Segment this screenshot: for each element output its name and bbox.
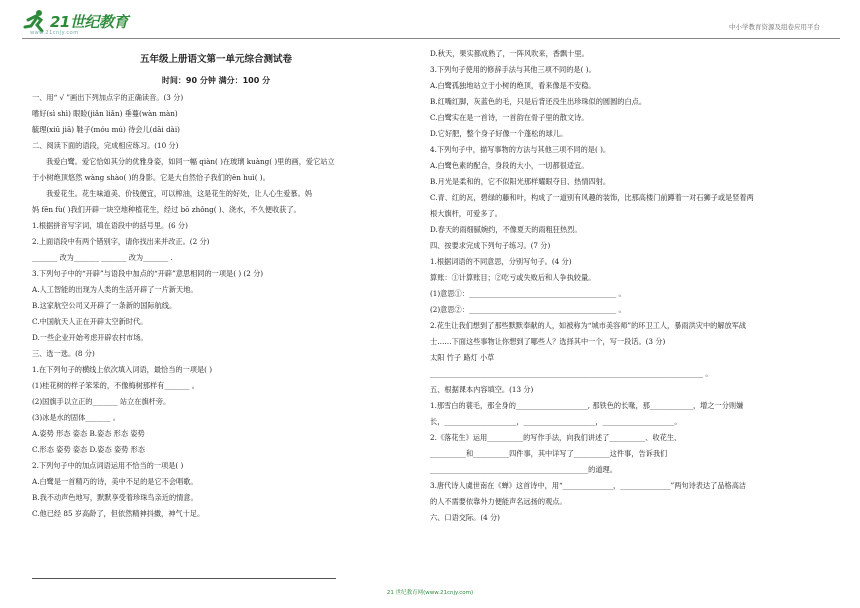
answer-line: _______ 改为_______ _______ 改为_______ . xyxy=(32,253,173,262)
section-heading: 四、按要求完成下列句子练习。(7 分) xyxy=(430,241,551,250)
page-bottom-divider xyxy=(32,578,336,579)
option-line: C.青、红的瓦，碧绿的藤和叶，构成了一道别有风趣的装饰，比那高楼门前蹲着一对石狮子或是竖着两 xyxy=(430,193,754,202)
option-line: B.这家航空公司又开辟了一条新的国际航线。 xyxy=(32,301,177,310)
question-line: 1.那雪白的蓑毛，那全身的____________________, 那铁色的长喙，那____________，增之一分则嫌 xyxy=(430,401,744,410)
option-line: C.他已经 85 岁高龄了，但依然精神抖擞，神气十足。 xyxy=(32,509,205,518)
question-line: (1)桂花树的样子笨笨的，不像梅树那样有_______ 。 xyxy=(32,381,199,390)
section-heading: 六、口语交际。(4 分) xyxy=(430,513,500,522)
question-line: __________和__________四件事，其中详写了__________这件事，告诉我们 xyxy=(430,449,668,458)
question-line: 嗜好(sì shì) 眼睑(jiǎn liǎn) 垂蔓(wàn màn) xyxy=(32,109,178,118)
question-line: 2.《落花生》运用__________的写作手法，向我们讲述了__________、收花生、 xyxy=(430,433,682,442)
question-line: 4.下列句子中，描写事物的方法与其他三项不同的是( )。 xyxy=(430,145,611,154)
question-line: 的人不需要依靠外力便能声名远扬的观点。 xyxy=(430,497,567,506)
page-title: 五年级上册语文第一单元综合测试卷 xyxy=(139,54,292,65)
option-line: A.白鹭是一首精巧的诗，美中不足的是它不会唱歌。 xyxy=(32,477,198,486)
option-line: 根大旗杆，可爱多了。 xyxy=(430,209,502,218)
option-line: B.月光是柔和的，它不似阳光那样耀眼夺目、热情四射。 xyxy=(430,177,611,186)
question-line: 3.下列句子使用的修辞手法与其他三项不同的是( )。 xyxy=(430,65,596,74)
word-choices: 太阳 竹子 路灯 小草 xyxy=(430,353,495,362)
passage-line: 我爱花生。花生味道美、价钱便宜，可以榨油，这是花生的好处，让人心生爱慕。妈 xyxy=(46,189,312,198)
question-line: 3.下列句子中的“开辟”与语段中加点的“开辟”意思相同的一项是( ) (2 分) xyxy=(32,269,264,278)
option-line: C.白鹭实在是一首诗，一首韵在骨子里的散文诗。 xyxy=(430,113,589,122)
section-heading: 三、选一选。(8 分) xyxy=(32,349,95,358)
logo-text: 21世纪教育 xyxy=(50,12,128,31)
section-heading: 一、用“ √ ”画出下列加点字的正确读音。(3 分) xyxy=(32,93,184,102)
option-line: A.白鹭色素的配合，身段的大小，一切都很适宜。 xyxy=(430,161,589,170)
logo-url: www.21cnjy.com xyxy=(30,30,79,36)
question-line: ____________________________________________的道理。 xyxy=(430,465,617,474)
passage-line: 我爱白鹭。爱它恰如其分的优雅身姿，如同一幅 qiàn( )在玻璃 kuàng( )里的画，爱它站立 xyxy=(46,157,335,166)
option-line: C.形态 姿势 姿态 D.姿态 姿势 形态 xyxy=(32,445,145,454)
question-line: 2.花生让我们想到了那些默默奉献的人，如被称为“城市美容师”的环卫工人，暴雨洪灾中的解放军战 xyxy=(430,321,747,330)
question-line: 长，____________________，____________________，____________________。 xyxy=(430,417,682,426)
option-line: D.春天的雨细腻婉约，不像夏天的雨粗狂热烈。 xyxy=(430,225,582,234)
exam-info: 时间：90 分钟 满分：100 分 xyxy=(161,76,271,85)
option-line: D.秋天，果实都成熟了，一阵风吹来，香飘十里。 xyxy=(430,49,589,58)
page-footer: 21 世纪教育网(www.21cnjy.com) xyxy=(386,590,474,596)
option-line: D.它好肥，整个身子好像一个蓬松的球儿。 xyxy=(430,129,568,138)
option-line: A.人工智能的出现为人类的生活开辟了一片新天地。 xyxy=(32,285,198,294)
question-line: 2.下列句子中的加点词语运用不恰当的一项是( ) xyxy=(32,461,184,470)
question-line: 2.上面语段中有两个错别字，请你找出来并改正。(2 分) xyxy=(32,237,210,246)
question-line: 3.唐代诗人虞世南在《蝉》这首诗中，用“______________，______________”两句诗表达了品格高洁 xyxy=(430,481,747,490)
option-line: B.红嘴红脚，灰蓝色的毛，只是后背还没生出珍珠似的圆圆的白点。 xyxy=(430,97,647,106)
answer-line: ____________________________________________________________________________ 。 xyxy=(430,369,713,378)
answer-line: (2)意思②：_________________________________________ 。 xyxy=(430,305,626,314)
page-header xyxy=(0,0,860,40)
option-line: D.一些企业开始考虑开辟农村市场。 xyxy=(32,333,148,342)
platform-label: 中小学教育资源及组卷应用平台 xyxy=(729,23,820,31)
option-line: B.我不动声色地写，默默享受着珍珠鸟亲近的情意。 xyxy=(32,493,198,502)
option-line: C.中国航天人正在开辟太空新时代。 xyxy=(32,317,148,326)
right-column xyxy=(430,48,810,523)
question-line: 毓理(xiū jiā) 鞋子(móu mú) 待会儿(dāi dài) xyxy=(32,125,180,134)
question-line: 1.在下列句子的横线上依次填入词语，最恰当的一项是( ) xyxy=(32,365,213,374)
left-column xyxy=(32,44,400,519)
option-line: A.白鹭孤独地站立于小树的绝顶，看来像是不安稳。 xyxy=(430,81,596,90)
option-line: A.姿势 形态 姿态 B.姿态 形态 姿势 xyxy=(32,429,145,438)
section-heading: 五、根据课本内容填空。(13 分) xyxy=(430,385,534,394)
question-line: 算账：①计算账目；②吃亏或失败后和人争执较量。 xyxy=(430,273,596,282)
section-heading: 二、阅读下面的语段，完成相应练习。(10 分) xyxy=(32,141,179,150)
answer-line: (1)意思①：_________________________________________ 。 xyxy=(430,289,626,298)
question-line: (3)冰是水的固体_______ 。 xyxy=(32,413,120,422)
question-line: 士……下面这些事物让你想到了哪些人？选择其中一个，写一段话。(3 分) xyxy=(430,337,666,346)
header-divider xyxy=(22,38,840,39)
question-line: 1.根据拼音写字词，填在语段中的括号里。(6 分) xyxy=(32,221,188,230)
passage-line: 妈 fēn fù( )我们开辟一块空地种植花生，经过 bō zhǒng( )、浇水，不久便收获了。 xyxy=(32,205,301,214)
passage-line: 于小树绝顶悠然 wàng shào( )的身影。它是大自然恰子我们的ēn huì( )。 xyxy=(32,173,270,182)
question-line: (2)国旗手以立正的_______ 站立在旗杆旁。 xyxy=(32,397,171,406)
question-line: 1.根据词语的不同意思，分别写句子。(4 分) xyxy=(430,257,572,266)
